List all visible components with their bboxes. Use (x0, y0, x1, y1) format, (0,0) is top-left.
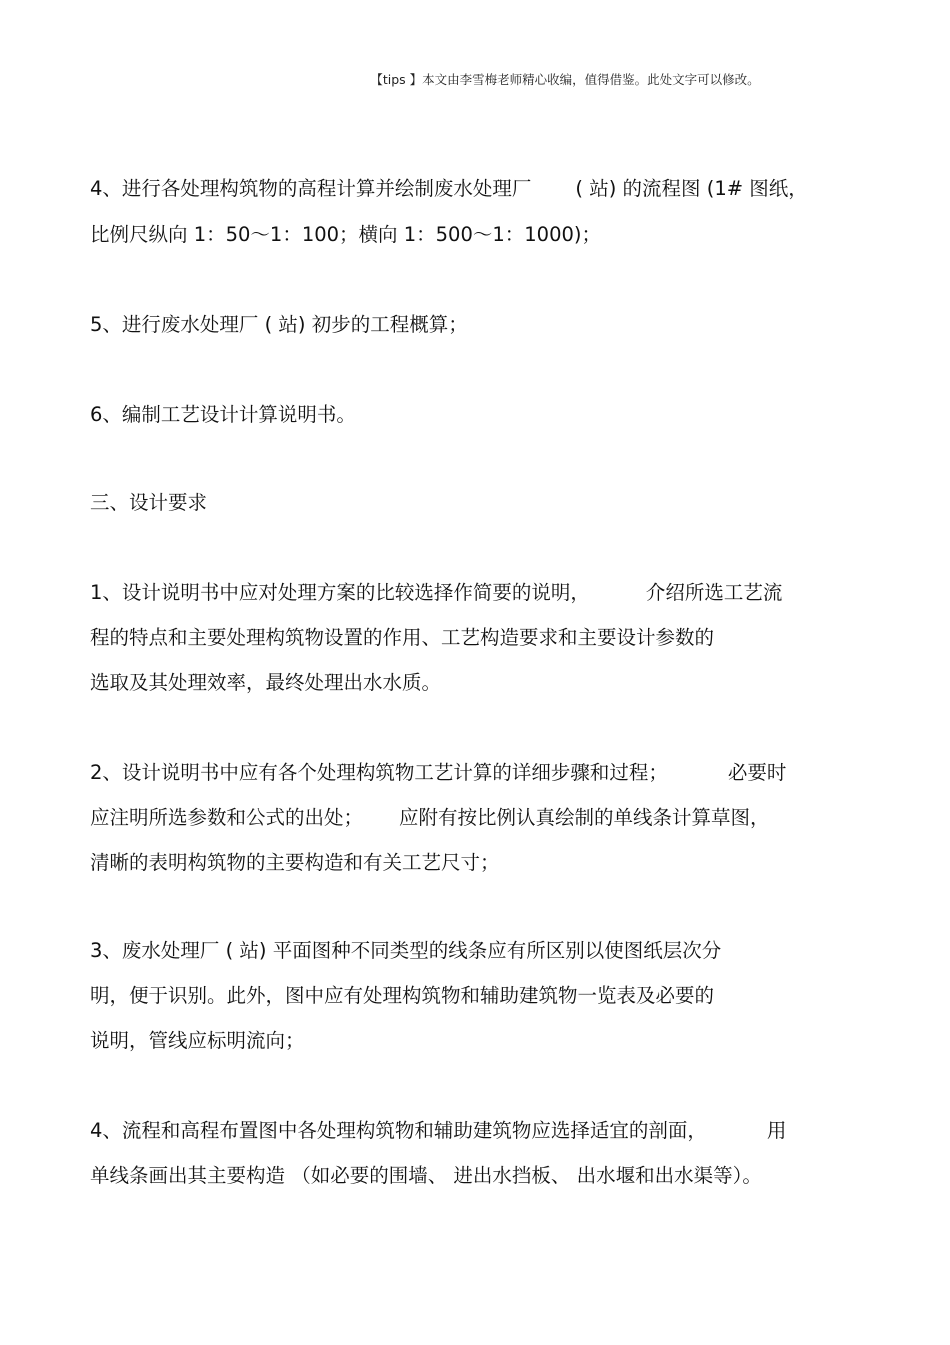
req-4-line-1 (90, 1118, 860, 1144)
req-2-line-2 (90, 805, 860, 831)
item-4-line-2: 比例尺纵向 1：50～1：100；横向 1：500～1：1000)； (90, 223, 602, 246)
item-4-text: 4、进行各处理构筑物的高程计算并绘制废水处理厂 (90, 177, 532, 200)
req-2-text: 2、设计说明书中应有各个处理构筑物工艺计算的详细步骤和过程； (90, 761, 668, 784)
item-4-line-1 (90, 176, 860, 202)
req-1-text: 1、设计说明书中应对处理方案的比较选择作简要的说明， (90, 581, 590, 604)
req-3-line-1: 3、废水处理厂 ( 站) 平面图种不同类型的线条应有所区别以使图纸层次分 (90, 939, 722, 962)
req-2-text-2: 应注明所选参数和公式的出处； (90, 806, 364, 829)
req-1-line-2: 程的特点和主要处理构筑物设置的作用、工艺构造要求和主要设计参数的 (90, 626, 715, 649)
tips-header: 【tips 】本文由李雪梅老师精心收编，值得借鉴。此处文字可以修改。 (370, 72, 760, 87)
req-2-line-1 (90, 760, 860, 786)
req-3-line-3: 说明，管线应标明流向； (90, 1029, 305, 1052)
req-1-text-tail: 介绍所选工艺流 (645, 581, 783, 604)
req-2-text-2-tail: 应附有按比例认真绘制的单线条计算草图， (399, 806, 770, 829)
req-2-line-3: 清晰的表明构筑物的主要构造和有关工艺尺寸； (90, 851, 500, 874)
section-heading: 三、设计要求 (90, 491, 208, 514)
item-6-line: 6、编制工艺设计计算说明书。 (90, 403, 356, 426)
item-4-text-tail: ( 站) 的流程图 (1# 图纸， (575, 177, 808, 200)
req-3-line-2: 明，便于识别。此外，图中应有处理构筑物和辅助建筑物一览表及必要的 (90, 984, 715, 1007)
req-4-line-2: 单线条画出其主要构造 （如必要的围墙、 进出水挡板、 出水堰和出水渠等）。 (90, 1164, 762, 1187)
req-1-line-3: 选取及其处理效率，最终处理出水水质。 (90, 671, 442, 694)
item-5-line: 5、进行废水处理厂 ( 站) 初步的工程概算； (90, 313, 468, 336)
req-4-text: 4、流程和高程布置图中各处理构筑物和辅助建筑物应选择适宜的剖面， (90, 1119, 707, 1142)
req-4-text-tail: 用 (766, 1119, 787, 1142)
req-1-line-1 (90, 580, 860, 606)
req-2-text-tail: 必要时 (727, 761, 787, 784)
